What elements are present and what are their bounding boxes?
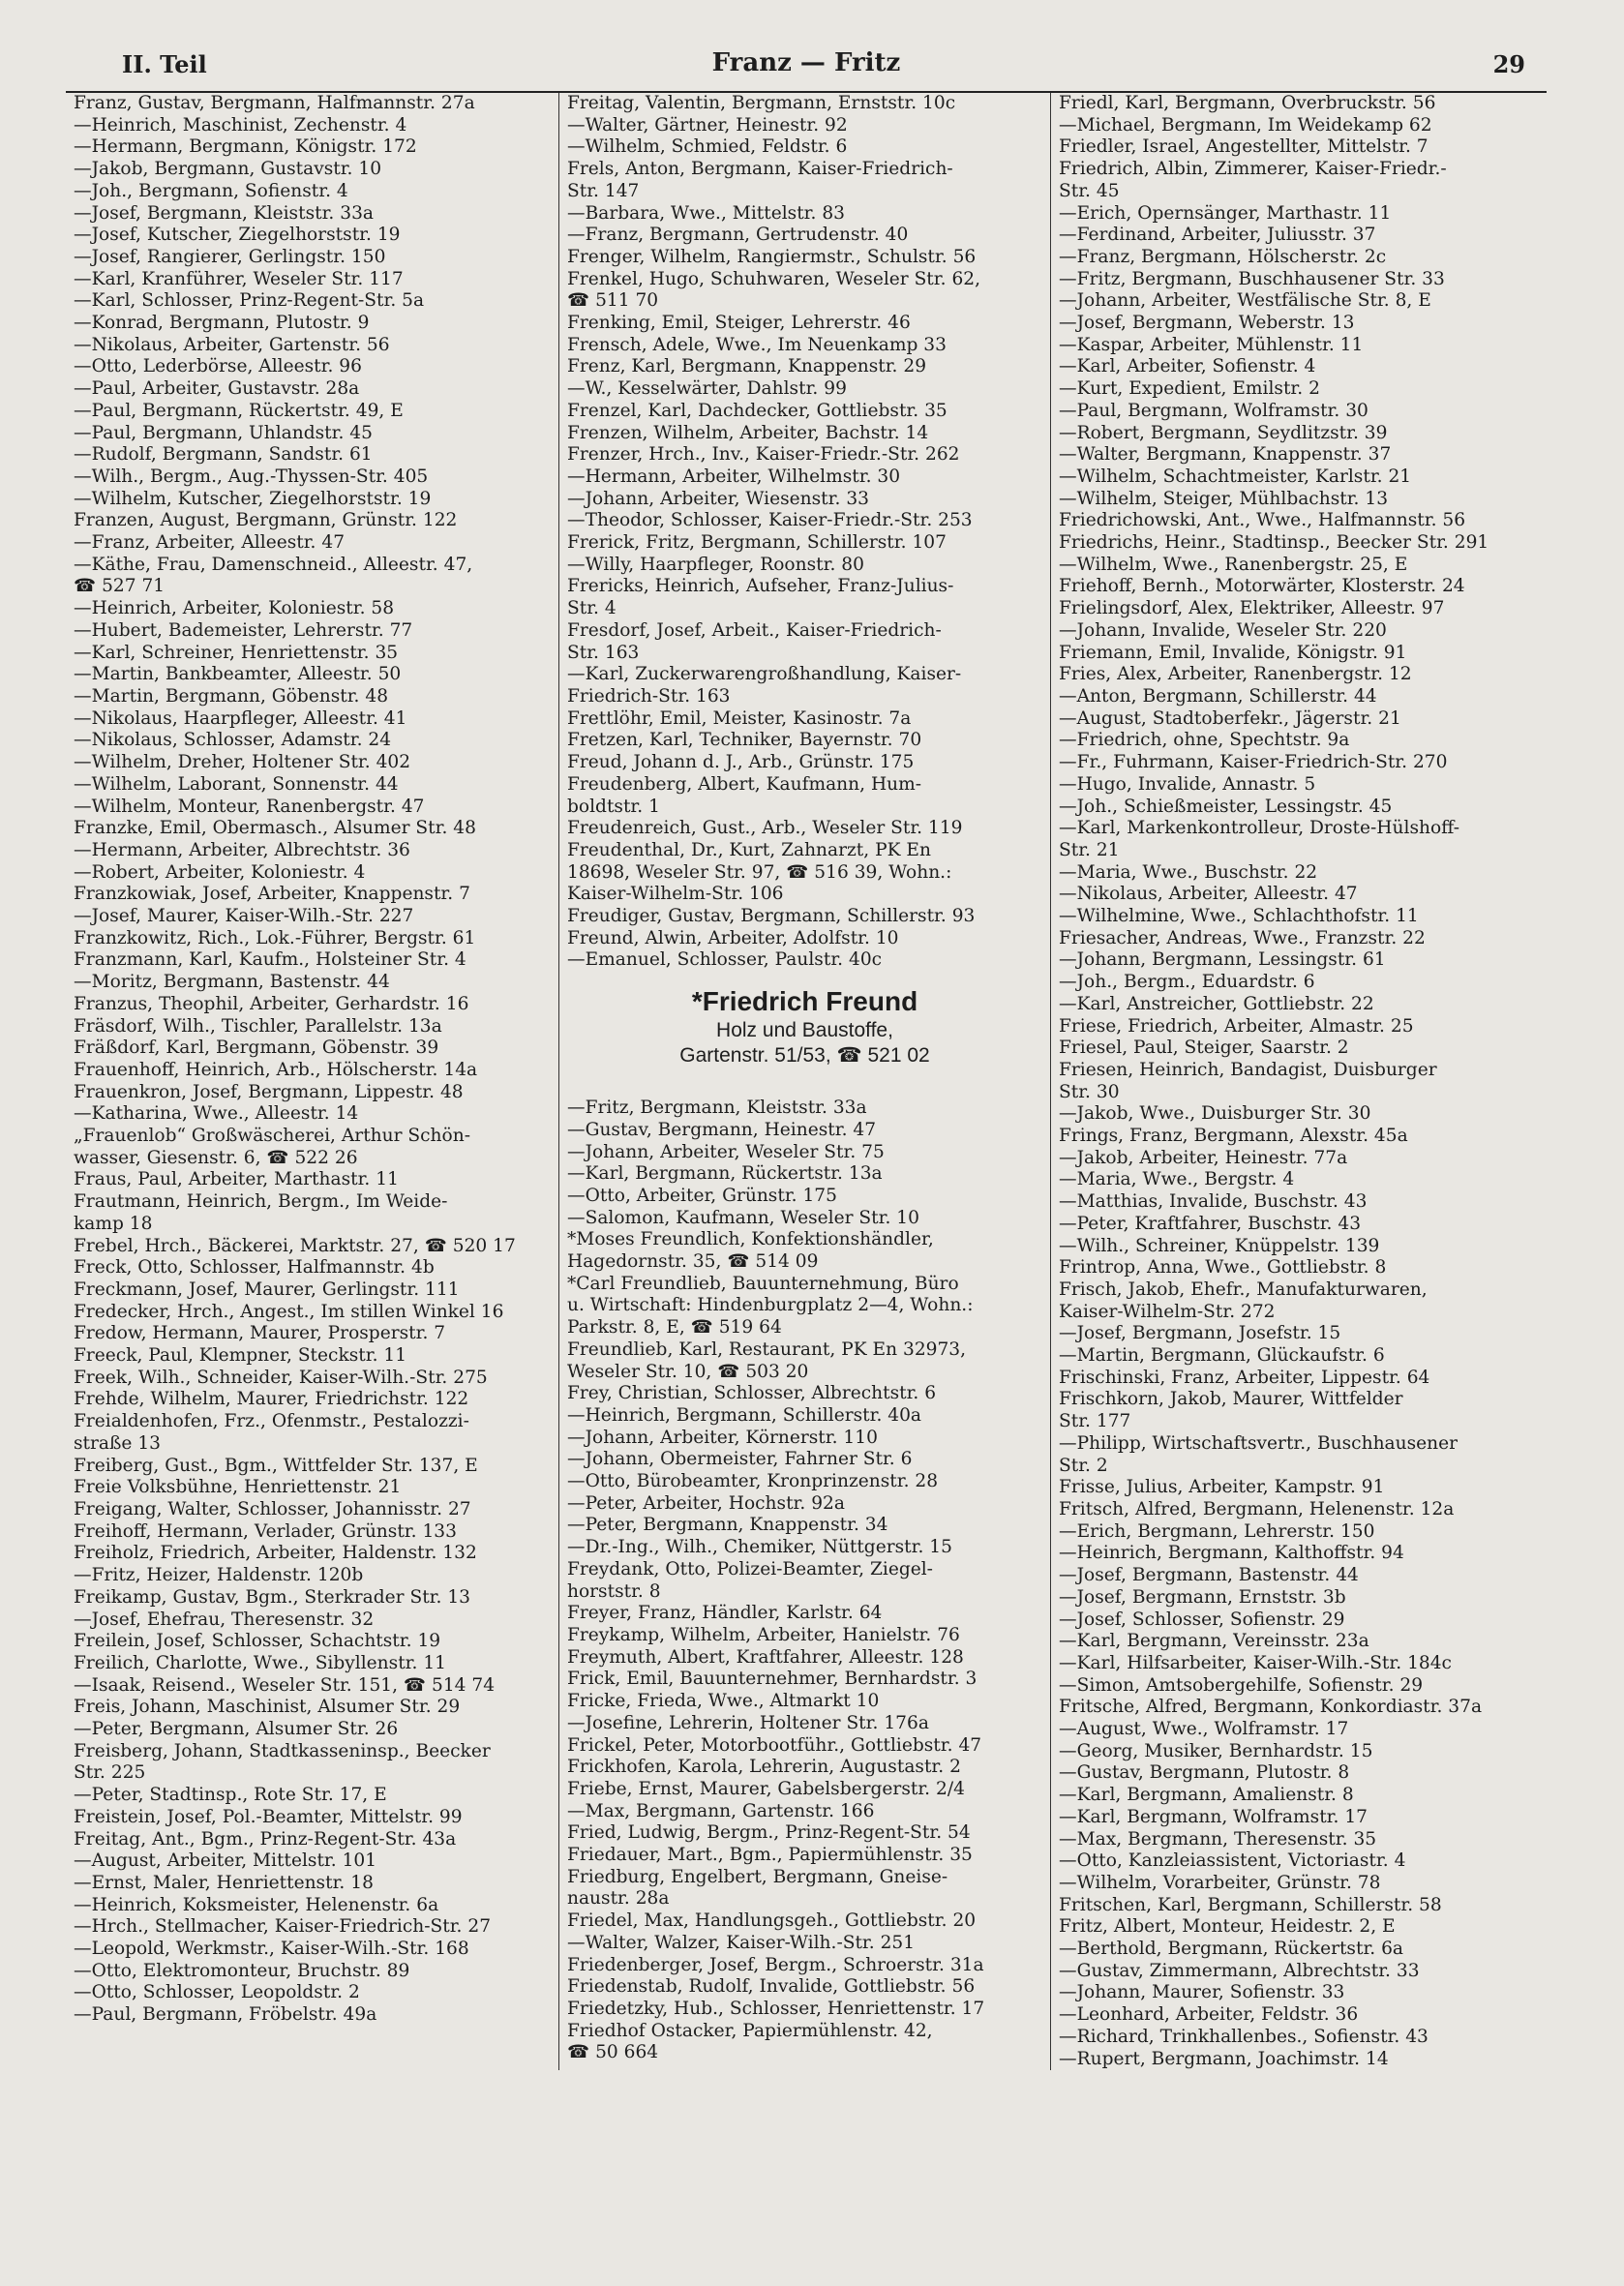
directory-entry: —Martin, Bergmann, Göbenstr. 48 <box>74 685 389 707</box>
directory-entry: Frielingsdorf, Alex, Elektriker, Alleestr. 97 <box>1059 598 1445 619</box>
directory-entry: —Karl, Bergmann, Wolframstr. 17 <box>1059 1806 1368 1827</box>
directory-entry: —Ernst, Maler, Henriettenstr. 18 <box>74 1872 374 1893</box>
directory-entry: Freitag, Ant., Bgm., Prinz-Regent-Str. 43a <box>74 1828 457 1850</box>
directory-entry: Freeck, Paul, Klempner, Steckstr. 11 <box>74 1345 407 1367</box>
directory-entry: Hagedornstr. 35, ☎ 514 09 <box>567 1251 819 1273</box>
directory-entry: —Hrch., Stellmacher, Kaiser-Friedrich-Str. 27 <box>74 1916 492 1938</box>
directory-entry: ☎ 50 664 <box>567 2042 659 2063</box>
directory-entry: Freiberg, Gust., Bgm., Wittfelder Str. 137, E <box>74 1455 478 1476</box>
directory-entry: —Isaak, Reisend., Weseler Str. 151, ☎ 514 74 <box>74 1674 496 1696</box>
directory-entry: Frings, Franz, Bergmann, Alexstr. 45a <box>1059 1126 1408 1147</box>
directory-entry: Fresdorf, Josef, Arbeit., Kaiser-Friedrich- <box>567 619 942 641</box>
directory-entry: Friedetzky, Hub., Schlosser, Henriettenstr. 17 <box>567 1998 985 2019</box>
directory-entry: Franzkowitz, Rich., Lok.-Führer, Bergstr. 61 <box>74 927 476 948</box>
directory-entry: —Max, Bergmann, Theresenstr. 35 <box>1059 1828 1377 1850</box>
directory-entry: Freudenthal, Dr., Kurt, Zahnarzt, PK En <box>567 839 931 860</box>
directory-entry: —Joh., Schießmeister, Lessingstr. 45 <box>1059 796 1393 817</box>
directory-entry: —Franz, Arbeiter, Alleestr. 47 <box>74 532 346 554</box>
directory-entry: —Peter, Bergmann, Knappenstr. 34 <box>567 1515 888 1536</box>
directory-entry: —Robert, Arbeiter, Koloniestr. 4 <box>74 861 366 883</box>
directory-entry: —Robert, Bergmann, Seydlitzstr. 39 <box>1059 422 1388 443</box>
directory-entry: Freck, Otto, Schlosser, Halfmannstr. 4b <box>74 1257 435 1278</box>
directory-entry: —Wilh., Schreiner, Knüppelstr. 139 <box>1059 1235 1380 1256</box>
directory-entry: boldtstr. 1 <box>567 796 660 817</box>
directory-entry: —Wilhelm, Vorarbeiter, Grünstr. 78 <box>1059 1872 1381 1893</box>
directory-entry: Friedenstab, Rudolf, Invalide, Gottliebstr. 56 <box>567 1976 976 1998</box>
directory-entry: Kaiser-Wilhelm-Str. 272 <box>1059 1301 1276 1322</box>
directory-entry: Frisse, Julius, Arbeiter, Kampstr. 91 <box>1059 1477 1385 1498</box>
directory-entry: Parkstr. 8, E, ☎ 519 64 <box>567 1317 782 1339</box>
directory-entry: Frenzen, Wilhelm, Arbeiter, Bachstr. 14 <box>567 422 929 443</box>
directory-entry: —Paul, Bergmann, Uhlandstr. 45 <box>74 422 373 443</box>
directory-entry: Friedenberger, Josef, Bergm., Schroerstr. 31a <box>567 1954 984 1975</box>
directory-entry: —Josef, Rangierer, Gerlingstr. 150 <box>74 246 386 267</box>
directory-entry: —Heinrich, Arbeiter, Koloniestr. 58 <box>74 598 395 619</box>
directory-entry: —Leopold, Werkmstr., Kaiser-Wilh.-Str. 168 <box>74 1939 469 1960</box>
directory-entry: Freialdenhofen, Frz., Ofenmstr., Pestalozzi- <box>74 1411 469 1432</box>
directory-entry: Friedl, Karl, Bergmann, Overbruckstr. 56 <box>1059 93 1436 113</box>
column-middle-bottom <box>567 1098 1042 2064</box>
directory-entry: Frautmann, Heinrich, Bergm., Im Weide- <box>74 1191 448 1213</box>
directory-entry: Freudenreich, Gust., Arb., Weseler Str. 119 <box>567 818 963 839</box>
directory-entry: —Josef, Bergmann, Weberstr. 13 <box>1059 313 1355 334</box>
directory-entry: Frick, Emil, Bauunternehmer, Bernhardstr. 3 <box>567 1669 977 1690</box>
directory-entry: —Willy, Haarpfleger, Roonstr. 80 <box>567 554 864 575</box>
directory-entry: Frenz, Karl, Bergmann, Knappenstr. 29 <box>567 356 927 377</box>
directory-entry: —Johann, Arbeiter, Körnerstr. 110 <box>567 1427 878 1448</box>
directory-entry: —Karl, Hilfsarbeiter, Kaiser-Wilh.-Str. 184c <box>1059 1652 1452 1673</box>
directory-entry: Frenking, Emil, Steiger, Lehrerstr. 46 <box>567 313 911 334</box>
directory-entry: —W., Kesselwärter, Dahlstr. 99 <box>567 378 847 400</box>
directory-entry: —Rupert, Bergmann, Joachimstr. 14 <box>1059 2048 1389 2069</box>
directory-entry: Friedler, Israel, Angestellter, Mittelstr. 7 <box>1059 136 1429 158</box>
directory-entry: —Heinrich, Maschinist, Zechenstr. 4 <box>74 114 407 135</box>
directory-entry: Freudenberg, Albert, Kaufmann, Hum- <box>567 773 922 795</box>
directory-entry: —Nikolaus, Schlosser, Adamstr. 24 <box>74 730 392 751</box>
directory-entry: Freudiger, Gustav, Bergmann, Schillerstr. 93 <box>567 906 976 927</box>
directory-entry: —Katharina, Wwe., Alleestr. 14 <box>74 1103 359 1125</box>
directory-entry: —Peter, Kraftfahrer, Buschstr. 43 <box>1059 1213 1362 1234</box>
directory-entry: —Johann, Arbeiter, Wiesenstr. 33 <box>567 488 869 509</box>
directory-entry: —Georg, Musiker, Bernhardstr. 15 <box>1059 1740 1373 1761</box>
directory-entry: Freckmann, Josef, Maurer, Gerlingstr. 111 <box>74 1278 460 1300</box>
directory-entry: 18698, Weseler Str. 97, ☎ 516 39, Wohn.: <box>567 861 952 883</box>
directory-entry: Weseler Str. 10, ☎ 503 20 <box>567 1361 809 1382</box>
directory-entry: Freisberg, Johann, Stadtkasseninsp., Beecker <box>74 1740 491 1761</box>
directory-entry: —Berthold, Bergmann, Rückertstr. 6a <box>1059 1939 1404 1960</box>
column-middle <box>558 93 1051 2070</box>
directory-entry: —Peter, Bergmann, Alsumer Str. 26 <box>74 1719 399 1740</box>
directory-entry: Fredecker, Hrch., Angest., Im stillen Winkel 16 <box>74 1301 504 1322</box>
directory-entry: —Wilhelm, Dreher, Holtener Str. 402 <box>74 752 411 773</box>
ad-line-2: Gartenstr. 51/53, ☎ 521 02 <box>679 1044 930 1068</box>
directory-entry: —Peter, Arbeiter, Hochstr. 92a <box>567 1492 845 1514</box>
directory-entry: —Peter, Stadtinsp., Rote Str. 17, E <box>74 1785 387 1806</box>
directory-entry: —August, Wwe., Wolframstr. 17 <box>1059 1719 1349 1740</box>
directory-entry: —Erich, Bergmann, Lehrerstr. 150 <box>1059 1520 1375 1542</box>
directory-entry: —Hugo, Invalide, Annastr. 5 <box>1059 773 1316 795</box>
directory-entry: —Fritz, Heizer, Haldenstr. 120b <box>74 1565 364 1586</box>
directory-entry: Frickhofen, Karola, Lehrerin, Augustastr. 2 <box>567 1757 961 1778</box>
directory-entry: Freilein, Josef, Schlosser, Schachtstr. 19 <box>74 1631 441 1652</box>
directory-entry: Friedhof Ostacker, Papiermühlenstr. 42, <box>567 2020 933 2041</box>
directory-entry: Franzmann, Karl, Kaufm., Holsteiner Str. 4 <box>74 949 466 971</box>
directory-entry: Fredow, Hermann, Maurer, Prosperstr. 7 <box>74 1323 446 1344</box>
directory-entry: Freundlieb, Karl, Restaurant, PK En 32973, <box>567 1339 967 1360</box>
directory-entry: naustr. 28a <box>567 1888 670 1910</box>
directory-entry: Friedrich, Albin, Zimmerer, Kaiser-Friedr.- <box>1059 159 1447 180</box>
directory-entry: Frels, Anton, Bergmann, Kaiser-Friedrich- <box>567 159 953 180</box>
directory-entry: Friedrichowski, Ant., Wwe., Halfmannstr. 56 <box>1059 510 1466 531</box>
directory-entry: —Friedrich, ohne, Spechtstr. 9a <box>1059 730 1350 751</box>
directory-entry: —Nikolaus, Arbeiter, Gartenstr. 56 <box>74 334 390 355</box>
directory-entry: Fries, Alex, Arbeiter, Ranenbergstr. 12 <box>1059 664 1412 685</box>
directory-entry: —Wilhelm, Schachtmeister, Karlstr. 21 <box>1059 466 1412 487</box>
directory-entry: Freyer, Franz, Händler, Karlstr. 64 <box>567 1603 883 1624</box>
ad-line-1: Holz und Baustoffe, <box>716 1019 893 1042</box>
directory-entry: —Philipp, Wirtschaftsvertr., Buschhausener <box>1059 1432 1459 1454</box>
columns <box>66 93 1547 2070</box>
directory-entry: —Otto, Bürobeamter, Kronprinzenstr. 28 <box>567 1471 939 1492</box>
directory-entry: Friehoff, Bernh., Motorwärter, Klosterstr. 24 <box>1059 576 1465 597</box>
directory-entry: —Paul, Arbeiter, Gustavstr. 28a <box>74 378 360 400</box>
part-label: II. Teil <box>122 50 207 78</box>
directory-entry: —Wilhelm, Steiger, Mühlbachstr. 13 <box>1059 488 1389 509</box>
directory-entry: —August, Stadtoberfekr., Jägerstr. 21 <box>1059 707 1401 729</box>
directory-entry: —Erich, Opernsänger, Marthastr. 11 <box>1059 202 1392 224</box>
directory-entry: —Gustav, Zimmermann, Albrechtstr. 33 <box>1059 1960 1420 1981</box>
directory-entry: Str. 2 <box>1059 1455 1108 1476</box>
directory-entry: —Rudolf, Bergmann, Sandstr. 61 <box>74 444 373 466</box>
directory-entry: Franz, Gustav, Bergmann, Halfmannstr. 27a <box>74 93 475 113</box>
directory-entry: —Salomon, Kaufmann, Weseler Str. 10 <box>567 1207 919 1228</box>
directory-entry: —Franz, Bergmann, Gertrudenstr. 40 <box>567 225 909 246</box>
directory-entry: —Josefine, Lehrerin, Holtener Str. 176a <box>567 1712 929 1733</box>
directory-entry: —Joh., Bergm., Eduardstr. 6 <box>1059 972 1315 993</box>
directory-entry: —Otto, Elektromonteur, Bruchstr. 89 <box>74 1960 410 1981</box>
directory-entry: —Jakob, Arbeiter, Heinestr. 77a <box>1059 1147 1348 1168</box>
directory-entry: Freis, Johann, Maschinist, Alsumer Str. 29 <box>74 1697 461 1718</box>
directory-entry: —Josef, Bergmann, Bastenstr. 44 <box>1059 1565 1359 1586</box>
directory-entry: *Carl Freundlieb, Bauunternehmung, Büro <box>567 1273 959 1294</box>
directory-entry: Frehde, Wilhelm, Maurer, Friedrichstr. 122 <box>74 1389 469 1410</box>
directory-entry: Freymuth, Albert, Kraftfahrer, Alleestr. 128 <box>567 1646 964 1668</box>
directory-entry: —Gustav, Bergmann, Heinestr. 47 <box>567 1119 877 1140</box>
directory-entry: Friesel, Paul, Steiger, Saarstr. 2 <box>1059 1038 1349 1059</box>
directory-entry: Frey, Christian, Schlosser, Albrechtstr. 6 <box>567 1383 937 1404</box>
directory-entry: Freykamp, Wilhelm, Arbeiter, Hanielstr. 76 <box>567 1625 960 1645</box>
directory-entry: Frisch, Jakob, Ehefr., Manufakturwaren, <box>1059 1278 1428 1300</box>
directory-entry: Fräsdorf, Wilh., Tischler, Parallelstr. 13a <box>74 1015 442 1037</box>
directory-entry: Freiholz, Friedrich, Arbeiter, Haldenstr. 132 <box>74 1543 477 1564</box>
directory-entry: Friesacher, Andreas, Wwe., Franzstr. 22 <box>1059 927 1426 948</box>
directory-entry: —Heinrich, Koksmeister, Helenenstr. 6a <box>74 1894 439 1915</box>
directory-entry: Str. 163 <box>567 642 640 663</box>
directory-entry: Frischkorn, Jakob, Maurer, Wittfelder <box>1059 1389 1403 1410</box>
directory-entry: —Walter, Walzer, Kaiser-Wilh.-Str. 251 <box>567 1932 916 1953</box>
directory-entry: —Johann, Invalide, Weseler Str. 220 <box>1059 619 1387 641</box>
directory-entry: Franzkowiak, Josef, Arbeiter, Knappenstr. 7 <box>74 884 470 905</box>
directory-entry: Freitag, Valentin, Bergmann, Ernststr. 10c <box>567 93 956 113</box>
directory-entry: —Josef, Maurer, Kaiser-Wilh.-Str. 227 <box>74 906 414 927</box>
directory-entry: Fritsche, Alfred, Bergmann, Konkordiastr. 37a <box>1059 1697 1483 1718</box>
directory-entry: Friedel, Max, Handlungsgeh., Gottliebstr. 20 <box>567 1910 977 1932</box>
directory-entry: —Johann, Obermeister, Fahrner Str. 6 <box>567 1449 913 1470</box>
directory-entry: Friedrich-Str. 163 <box>567 685 731 707</box>
directory-entry: Fraus, Paul, Arbeiter, Marthastr. 11 <box>74 1169 399 1190</box>
directory-entry: —Wilhelm, Kutscher, Ziegelhorststr. 19 <box>74 488 432 509</box>
directory-entry: —Anton, Bergmann, Schillerstr. 44 <box>1059 685 1377 707</box>
directory-entry: Frischinski, Franz, Arbeiter, Lippestr. 64 <box>1059 1367 1430 1388</box>
directory-entry: —Karl, Anstreicher, Gottliebstr. 22 <box>1059 993 1374 1014</box>
directory-entry: —Maria, Wwe., Buschstr. 22 <box>1059 861 1318 883</box>
directory-entry: —Karl, Schlosser, Prinz-Regent-Str. 5a <box>74 290 425 312</box>
directory-entry: —Fr., Fuhrmann, Kaiser-Friedrich-Str. 270 <box>1059 752 1448 773</box>
directory-entry: —Wilhelm, Monteur, Ranenbergstr. 47 <box>74 796 425 817</box>
directory-entry: —Barbara, Wwe., Mittelstr. 83 <box>567 202 845 224</box>
directory-entry: —Maria, Wwe., Bergstr. 4 <box>1059 1169 1295 1190</box>
directory-entry: Frauenhoff, Heinrich, Arb., Hölscherstr. 14a <box>74 1059 478 1080</box>
directory-entry: Freistein, Josef, Pol.-Beamter, Mittelstr. 99 <box>74 1806 463 1827</box>
directory-entry: —Karl, Zuckerwarengroßhandlung, Kaiser- <box>567 664 962 685</box>
directory-entry: —Moritz, Bergmann, Bastenstr. 44 <box>74 972 390 993</box>
directory-entry: —Josef, Bergmann, Kleiststr. 33a <box>74 202 375 224</box>
directory-entry: —Leonhard, Arbeiter, Feldstr. 36 <box>1059 2004 1359 2026</box>
directory-entry: Frensch, Adele, Wwe., Im Neuenkamp 33 <box>567 334 947 355</box>
directory-entry: Freydank, Otto, Polizei-Beamter, Ziegel- <box>567 1558 933 1579</box>
directory-entry: Str. 225 <box>74 1762 146 1784</box>
advertisement <box>567 985 1042 1068</box>
directory-entry: Str. 177 <box>1059 1411 1131 1432</box>
directory-entry: —Wilhelmine, Wwe., Schlachthofstr. 11 <box>1059 906 1419 927</box>
directory-entry: —Dr.-Ing., Wilh., Chemiker, Nüttgerstr. 15 <box>567 1537 952 1558</box>
directory-entry: ☎ 511 70 <box>567 290 659 312</box>
directory-entry: Frebel, Hrch., Bäckerei, Marktstr. 27, ☎ 520 17 <box>74 1235 516 1256</box>
directory-entry: Frerick, Fritz, Bergmann, Schillerstr. 107 <box>567 532 947 554</box>
directory-entry: —Josef, Bergmann, Ernststr. 3b <box>1059 1586 1346 1608</box>
directory-entry: —Max, Bergmann, Gartenstr. 166 <box>567 1800 875 1821</box>
ad-name: *Friedrich Freund <box>691 986 918 1017</box>
directory-entry: —Karl, Bergmann, Rückertstr. 13a <box>567 1163 883 1185</box>
directory-entry: Str. 4 <box>567 598 617 619</box>
directory-entry: Frauenkron, Josef, Bergmann, Lippestr. 48 <box>74 1081 464 1102</box>
directory-entry: Friese, Friedrich, Arbeiter, Almastr. 25 <box>1059 1015 1414 1037</box>
directory-entry: ☎ 527 71 <box>74 576 165 597</box>
directory-entry: —Nikolaus, Haarpfleger, Alleestr. 41 <box>74 707 407 729</box>
directory-entry: —Walter, Gärtner, Heinestr. 92 <box>567 114 848 135</box>
directory-entry: —Karl, Arbeiter, Sofienstr. 4 <box>1059 356 1316 377</box>
directory-entry: —Paul, Bergmann, Fröbelstr. 49a <box>74 2004 377 2026</box>
column-right <box>1051 93 1544 2070</box>
directory-entry: Str. 21 <box>1059 839 1120 860</box>
directory-entry: Friebe, Ernst, Maurer, Gabelsbergerstr. 2/4 <box>567 1778 965 1799</box>
directory-entry: Freigang, Walter, Schlosser, Johannisstr. 27 <box>74 1499 471 1519</box>
directory-entry: —Karl, Kranführer, Weseler Str. 117 <box>74 268 404 289</box>
directory-entry: —Konrad, Bergmann, Plutostr. 9 <box>74 313 370 334</box>
directory-entry: —Johann, Arbeiter, Westfälische Str. 8, E <box>1059 290 1431 312</box>
directory-entry: u. Wirtschaft: Hindenburgplatz 2—4, Wohn.: <box>567 1295 974 1316</box>
directory-entry: —Heinrich, Bergmann, Schillerstr. 40a <box>567 1404 922 1426</box>
directory-entry: —Jakob, Wwe., Duisburger Str. 30 <box>1059 1103 1371 1125</box>
page-header <box>66 43 1547 93</box>
directory-entry: —Wilh., Bergm., Aug.-Thyssen-Str. 405 <box>74 466 429 487</box>
directory-entry: —Emanuel, Schlosser, Paulstr. 40c <box>567 949 883 971</box>
directory-entry: —Käthe, Frau, Damenschneid., Alleestr. 47, <box>74 554 473 575</box>
directory-entry: Frenger, Wilhelm, Rangiermstr., Schulstr. 56 <box>567 246 977 267</box>
directory-entry: Freilich, Charlotte, Wwe., Sibyllenstr. 11 <box>74 1652 446 1673</box>
directory-entry: —Paul, Bergmann, Wolframstr. 30 <box>1059 400 1368 421</box>
directory-entry: Franzen, August, Bergmann, Grünstr. 122 <box>74 510 458 531</box>
directory-entry: Frenkel, Hugo, Schuhwaren, Weseler Str. 62, <box>567 268 981 289</box>
directory-entry: —Michael, Bergmann, Im Weidekamp 62 <box>1059 114 1432 135</box>
directory-entry: —Franz, Bergmann, Hölscherstr. 2c <box>1059 246 1387 267</box>
directory-entry: —Gustav, Bergmann, Plutostr. 8 <box>1059 1762 1350 1784</box>
directory-entry: —Fritz, Bergmann, Kleiststr. 33a <box>567 1098 867 1119</box>
directory-entry: —Joh., Bergmann, Sofienstr. 4 <box>74 180 348 201</box>
column-left <box>66 93 558 2070</box>
directory-entry: —Heinrich, Bergmann, Kalthoffstr. 94 <box>1059 1543 1404 1564</box>
directory-entry: Fritz, Albert, Monteur, Heidestr. 2, E <box>1059 1916 1396 1938</box>
directory-entry: —Hermann, Bergmann, Königstr. 172 <box>74 136 417 158</box>
directory-entry: —Simon, Amtsobergehilfe, Sofienstr. 29 <box>1059 1674 1424 1696</box>
directory-entry: Fritschen, Karl, Bergmann, Schillerstr. 58 <box>1059 1894 1442 1915</box>
directory-entry: Frickel, Peter, Motorbootführ., Gottliebstr. 47 <box>567 1734 982 1756</box>
directory-entry: Freikamp, Gustav, Bgm., Sterkrader Str. 13 <box>74 1586 471 1608</box>
directory-entry: Friedrichs, Heinr., Stadtinsp., Beecker Str. 291 <box>1059 532 1489 554</box>
directory-entry: —Johann, Maurer, Sofienstr. 33 <box>1059 1982 1345 2003</box>
directory-entry: Freihoff, Hermann, Verlader, Grünstr. 133 <box>74 1520 457 1542</box>
directory-entry: —Theodor, Schlosser, Kaiser-Friedr.-Str. 253 <box>567 510 973 531</box>
directory-entry: Freek, Wilh., Schneider, Kaiser-Wilh.-Str. 275 <box>74 1367 488 1388</box>
page-number: 29 <box>1492 50 1525 78</box>
directory-entry: —Kurt, Expedient, Emilstr. 2 <box>1059 378 1320 400</box>
directory-entry: —Karl, Schreiner, Henriettenstr. 35 <box>74 642 399 663</box>
directory-entry: —Richard, Trinkhallenbes., Sofienstr. 43 <box>1059 2026 1429 2047</box>
directory-entry: —Otto, Lederbörse, Alleestr. 96 <box>74 356 362 377</box>
directory-entry: Fried, Ludwig, Bergm., Prinz-Regent-Str. 54 <box>567 1822 971 1844</box>
directory-entry: straße 13 <box>74 1432 161 1454</box>
directory-entry: Friedauer, Mart., Bgm., Papiermühlenstr. 35 <box>567 1845 973 1866</box>
directory-entry: Str. 45 <box>1059 180 1120 201</box>
directory-entry: —Karl, Bergmann, Vereinsstr. 23a <box>1059 1631 1369 1652</box>
directory-entry: —Ferdinand, Arbeiter, Juliusstr. 37 <box>1059 225 1376 246</box>
directory-entry: Fritsch, Alfred, Bergmann, Helenenstr. 12a <box>1059 1499 1455 1519</box>
directory-entry: —Hubert, Bademeister, Lehrerstr. 77 <box>74 619 413 641</box>
page-title: Franz — Fritz <box>711 48 901 77</box>
directory-entry: —Kaspar, Arbeiter, Mühlenstr. 11 <box>1059 334 1364 355</box>
directory-entry: kamp 18 <box>74 1213 153 1234</box>
directory-entry: —Josef, Kutscher, Ziegelhorststr. 19 <box>74 225 401 246</box>
directory-entry: Frenzel, Karl, Dachdecker, Gottliebstr. 35 <box>567 400 947 421</box>
directory-entry: —Johann, Bergmann, Lessingstr. 61 <box>1059 949 1386 971</box>
directory-entry: —Karl, Markenkontrolleur, Droste-Hülshoff- <box>1059 818 1459 839</box>
directory-entry: Frintrop, Anna, Wwe., Gottliebstr. 8 <box>1059 1257 1387 1278</box>
directory-entry: —Josef, Ehefrau, Theresenstr. 32 <box>74 1609 375 1630</box>
directory-entry: Friesen, Heinrich, Bandagist, Duisburger <box>1059 1059 1437 1080</box>
directory-entry: —Martin, Bankbeamter, Alleestr. 50 <box>74 664 402 685</box>
directory-entry: —Josef, Bergmann, Josefstr. 15 <box>1059 1323 1341 1344</box>
directory-entry: Frericks, Heinrich, Aufseher, Franz-Julius- <box>567 576 954 597</box>
directory-entry: Franzus, Theophil, Arbeiter, Gerhardstr. 16 <box>74 993 469 1014</box>
directory-entry: —Matthias, Invalide, Buschstr. 43 <box>1059 1191 1368 1213</box>
directory-entry: —Hermann, Arbeiter, Albrechtstr. 36 <box>74 839 410 860</box>
directory-entry: Friemann, Emil, Invalide, Königstr. 91 <box>1059 642 1407 663</box>
directory-entry: —Walter, Bergmann, Knappenstr. 37 <box>1059 444 1392 466</box>
directory-entry: Str. 30 <box>1059 1081 1120 1102</box>
directory-entry: —Martin, Bergmann, Glückaufstr. 6 <box>1059 1345 1385 1367</box>
directory-entry: —Wilhelm, Wwe., Ranenbergstr. 25, E <box>1059 554 1408 575</box>
directory-entry: Str. 147 <box>567 180 640 201</box>
directory-entry: Franzke, Emil, Obermasch., Alsumer Str. 48 <box>74 818 476 839</box>
directory-entry: —Paul, Bergmann, Rückertstr. 49, E <box>74 400 404 421</box>
column-middle-top <box>567 93 1042 972</box>
directory-entry: —Otto, Schlosser, Leopoldstr. 2 <box>74 1982 360 2003</box>
directory-entry: —Otto, Kanzleiassistent, Victoriastr. 4 <box>1059 1850 1406 1872</box>
directory-entry: Fräßdorf, Karl, Bergmann, Göbenstr. 39 <box>74 1038 439 1059</box>
directory-entry: —Nikolaus, Arbeiter, Alleestr. 47 <box>1059 884 1358 905</box>
directory-entry: —Johann, Arbeiter, Weseler Str. 75 <box>567 1141 885 1162</box>
directory-entry: Freund, Alwin, Arbeiter, Adolfstr. 10 <box>567 927 899 948</box>
directory-entry: *Moses Freundlich, Konfektionshändler, <box>567 1229 934 1250</box>
directory-entry: —Wilhelm, Schmied, Feldstr. 6 <box>567 136 848 158</box>
directory-entry: „Frauenlob“ Großwäscherei, Arthur Schön- <box>74 1126 470 1147</box>
directory-entry: Frenzer, Hrch., Inv., Kaiser-Friedr.-Str. 262 <box>567 444 960 466</box>
directory-entry: —August, Arbeiter, Mittelstr. 101 <box>74 1850 377 1872</box>
directory-entry: Freud, Johann d. J., Arb., Grünstr. 175 <box>567 752 915 773</box>
directory-entry: —Fritz, Bergmann, Buschhausener Str. 33 <box>1059 268 1445 289</box>
directory-entry: Freie Volksbühne, Henriettenstr. 21 <box>74 1477 402 1498</box>
directory-entry: —Karl, Bergmann, Amalienstr. 8 <box>1059 1785 1354 1806</box>
directory-entry: Fretzen, Karl, Techniker, Bayernstr. 70 <box>567 730 922 751</box>
directory-entry: —Otto, Arbeiter, Grünstr. 175 <box>567 1185 837 1206</box>
directory-entry: Friedburg, Engelbert, Bergmann, Gneise- <box>567 1866 948 1887</box>
directory-entry: —Wilhelm, Laborant, Sonnenstr. 44 <box>74 773 399 795</box>
directory-entry: Kaiser-Wilhelm-Str. 106 <box>567 884 784 905</box>
directory-entry: —Josef, Schlosser, Sofienstr. 29 <box>1059 1609 1345 1630</box>
directory-entry: horststr. 8 <box>567 1580 661 1602</box>
directory-entry: Fricke, Frieda, Wwe., Altmarkt 10 <box>567 1691 880 1712</box>
directory-entry: Frettlöhr, Emil, Meister, Kasinostr. 7a <box>567 707 912 729</box>
directory-entry: wasser, Giesenstr. 6, ☎ 522 26 <box>74 1147 358 1168</box>
directory-entry: —Jakob, Bergmann, Gustavstr. 10 <box>74 159 382 180</box>
directory-entry: —Hermann, Arbeiter, Wilhelmstr. 30 <box>567 466 901 487</box>
